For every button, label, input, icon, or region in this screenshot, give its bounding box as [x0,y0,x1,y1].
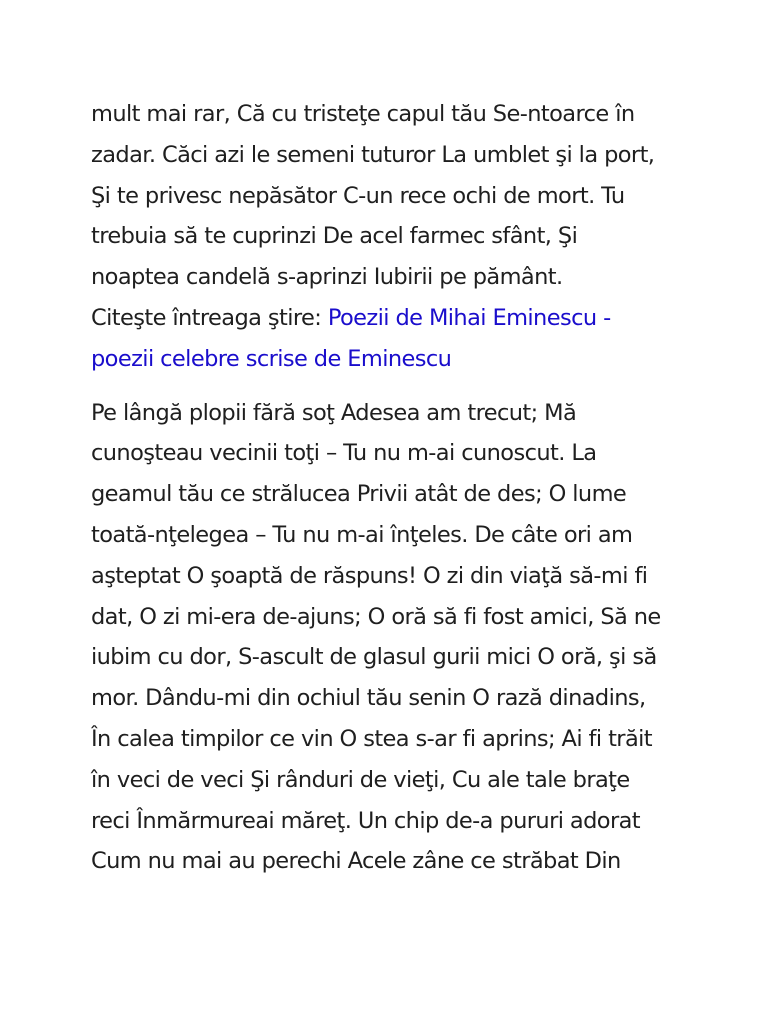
text-line: în veci de veci Şi rânduri de vieţi, Cu ale tale braţe [91,766,630,793]
text-line: Pe lângă plopii fără soţ Adesea am trecut; Mă [91,399,577,426]
text-line: Şi te privesc nepăsător C-un rece ochi de mort. Tu [91,182,625,209]
text-line: trebuia să te cuprinzi De acel farmec sfânt, Şi [91,223,578,250]
read-more-line [91,298,691,339]
article-body [91,94,691,882]
text-line: mor. Dându-mi din ochiul tău senin O rază dinadins, [91,685,646,712]
text-line: În calea timpilor ce vin O stea s-ar fi aprins; Ai fi trăit [91,725,653,752]
text-line: mult mai rar, Că cu tristeţe capul tău Se-ntoarce în [91,101,635,127]
text-line: toată-nţelegea – Tu nu m-ai înţeles. De câte ori am [91,521,633,548]
read-more-link-continued[interactable]: poezii celebre scrise de Eminescu [91,345,452,372]
read-more-prefix: Citeşte întreaga ştire: [91,304,328,331]
text-line: iubim cu dor, S-ascult de glasul gurii mici O oră, şi să [91,644,657,671]
text-line: aşteptat O şoaptă de răspuns! O zi din viaţă să-mi fi [91,562,648,589]
poem-paragraph-1 [91,94,691,380]
text-line: Cum nu mai au perechi Acele zâne ce străbat Din [91,848,621,875]
read-more-line [91,339,691,380]
text-line: dat, O zi mi-era de-ajuns; O oră să fi fost amici, Să ne [91,603,661,630]
text-line: noaptea candelă s-aprinzi Iubirii pe pământ. [91,264,563,291]
text-line: geamul tău ce strălucea Privii atât de des; O lume [91,481,627,508]
text-line: zadar. Căci azi le semeni tuturor La umblet şi la port, [91,141,655,168]
poem-paragraph-2 [91,393,691,883]
text-line: reci Înmărmureai măreţ. Un chip de-a pururi adorat [91,807,641,834]
read-more-link[interactable]: Poezii de Mihai Eminescu - [327,304,611,331]
text-line: cunoşteau vecinii toţi – Tu nu m-ai cunoscut. La [91,440,597,467]
